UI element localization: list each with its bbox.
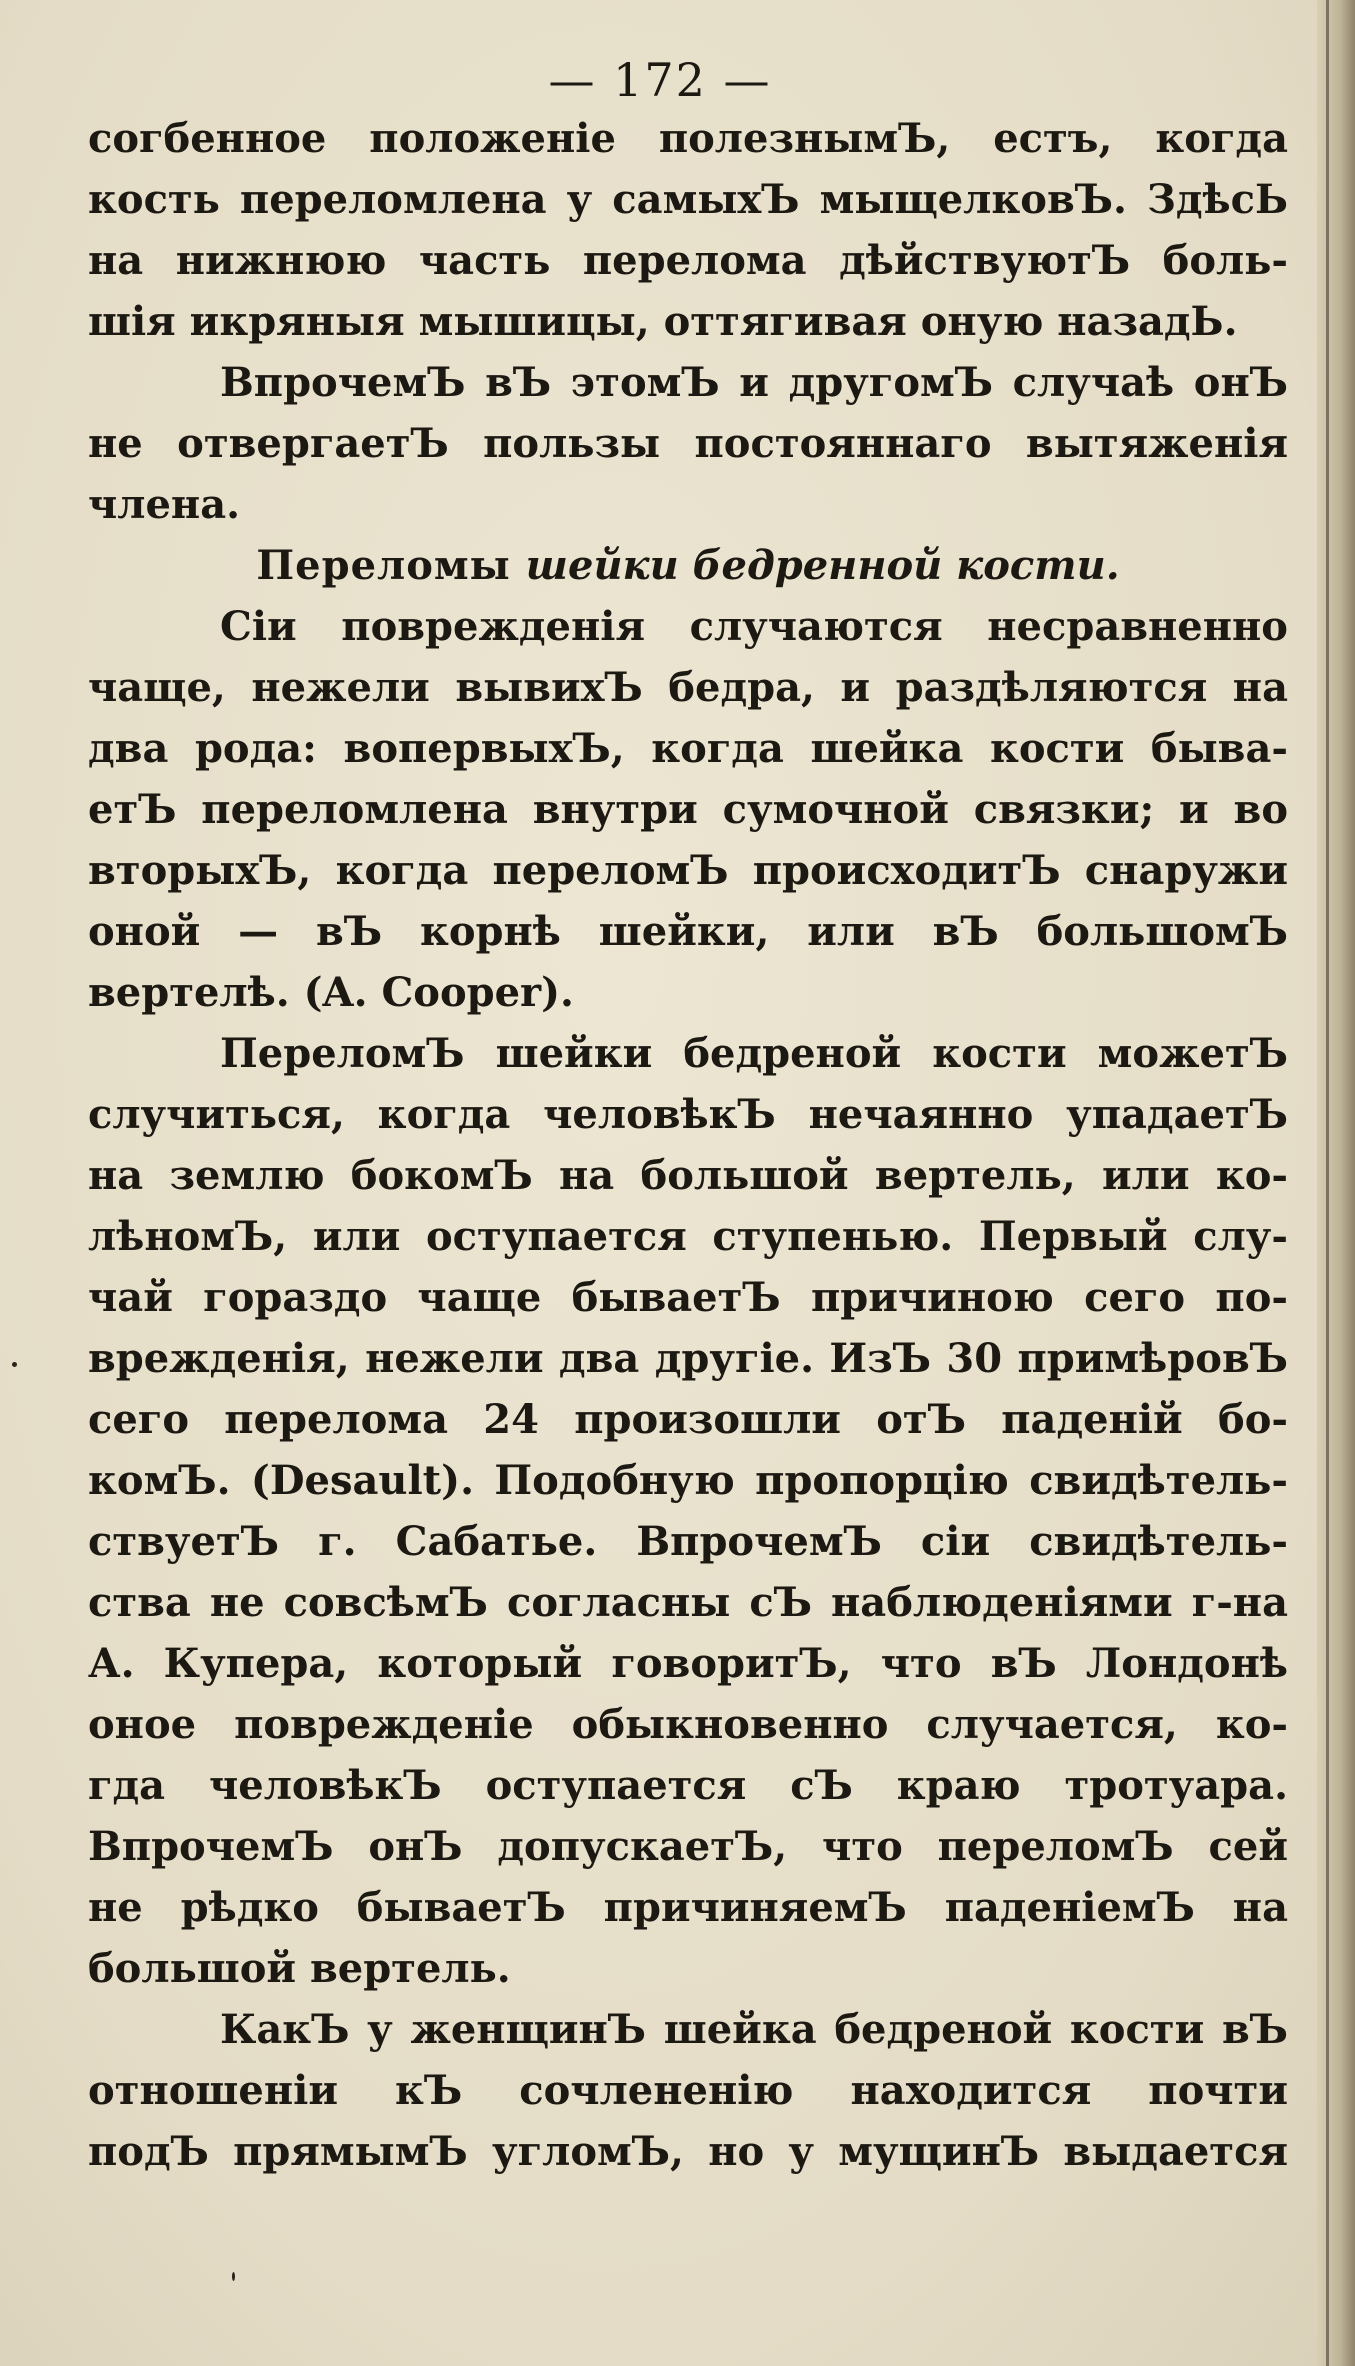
text-line: случиться, когда человѣкЪ нечаянно упадаетЪ (88, 1091, 1288, 1138)
text-line: гда человѣкЪ оступается сЪ краю тротуара. (88, 1762, 1288, 1809)
text-line: ВпрочемЪ вЪ этомЪ и другомЪ случаѣ онЪ (220, 359, 1288, 406)
section-heading-italic: шейки бедренной кости. (525, 542, 1120, 589)
text-line: вертелѣ. (A. Cooper). (88, 969, 574, 1016)
text-line: отношеніи кЪ сочлененію находится почти (88, 2067, 1288, 2114)
text-line: комЪ. (Desault). Подобную пропорцію свидѣтель- (88, 1457, 1288, 1504)
text-line: на нижнюю часть перелома дѣйствуютЪ боль- (88, 237, 1288, 284)
section-heading-plain: Переломы (256, 542, 526, 589)
page-number: — 172 — (548, 53, 772, 107)
text-line: етЪ переломлена внутри сумочной связки; и во (88, 786, 1288, 833)
text-line: согбенное положеніе полезнымЪ, естъ, когда (88, 115, 1288, 162)
text-line: сего перелома 24 произошли отЪ паденій бо- (88, 1396, 1288, 1443)
text-line: не отвергаетЪ пользы постояннаго вытяженія (88, 420, 1288, 467)
text-line: ВпрочемЪ онЪ допускаетЪ, что переломЪ сей (88, 1823, 1288, 1870)
text-line: чаще, нежели вывихЪ бедра, и раздѣляются на (88, 664, 1288, 711)
text-line: не рѣдко бываетЪ причиняемЪ паденіемЪ на (88, 1884, 1288, 1931)
text-line: члена. (88, 481, 241, 528)
paper-speck (12, 1362, 17, 1367)
text-line: чай гораздо чаще бываетЪ причиною сего по- (88, 1274, 1288, 1321)
text-line: кость переломлена у самыхЪ мыщелковЪ. ЗдѣсЬ (88, 176, 1288, 223)
text-line: ства не совсѣмЪ согласны сЪ наблюденіями г-на (88, 1579, 1288, 1626)
text-line: большой вертель. (88, 1945, 511, 1992)
page-text (88, 108, 1288, 2182)
text-line: врежденія, нежели два другіе. ИзЪ 30 примѣровЪ (88, 1335, 1288, 1382)
text-line: подЪ прямымЪ угломЪ, но у мущинЪ выдается (88, 2128, 1288, 2175)
text-line: лѣномЪ, или оступается ступенью. Первый слу- (88, 1213, 1288, 1260)
text-line: Сіи поврежденія случаются несравненно (220, 603, 1288, 650)
text-line: два рода: вопервыхЪ, когда шейка кости быва- (88, 725, 1288, 772)
text-line: ствуетЪ г. Сабатье. ВпрочемЪ сіи свидѣтель- (88, 1518, 1288, 1565)
text-line: оное поврежденіе обыкновенно случается, ко- (88, 1701, 1288, 1748)
text-line: оной — вЪ корнѣ шейки, или вЪ большомЪ (88, 908, 1288, 955)
text-line: КакЪ у женщинЪ шейка бедреной кости вЪ (220, 2006, 1288, 2053)
text-line: А. Купера, который говоритЪ, что вЪ Лондонѣ (88, 1640, 1288, 1687)
page-fold-shadow (1317, 0, 1355, 2366)
text-line: ПереломЪ шейки бедреной кости можетЪ (220, 1030, 1288, 1077)
text-line: на землю бокомЪ на большой вертель, или ко- (88, 1152, 1288, 1199)
section-heading (88, 535, 1288, 596)
text-line: вторыхЪ, когда переломЪ происходитЪ снаружи (88, 847, 1288, 894)
text-line: шія икряныя мышицы, оттягивая оную назадЬ. (88, 298, 1238, 345)
page-fold-line (1326, 0, 1329, 2366)
paper-speck (232, 2272, 235, 2281)
